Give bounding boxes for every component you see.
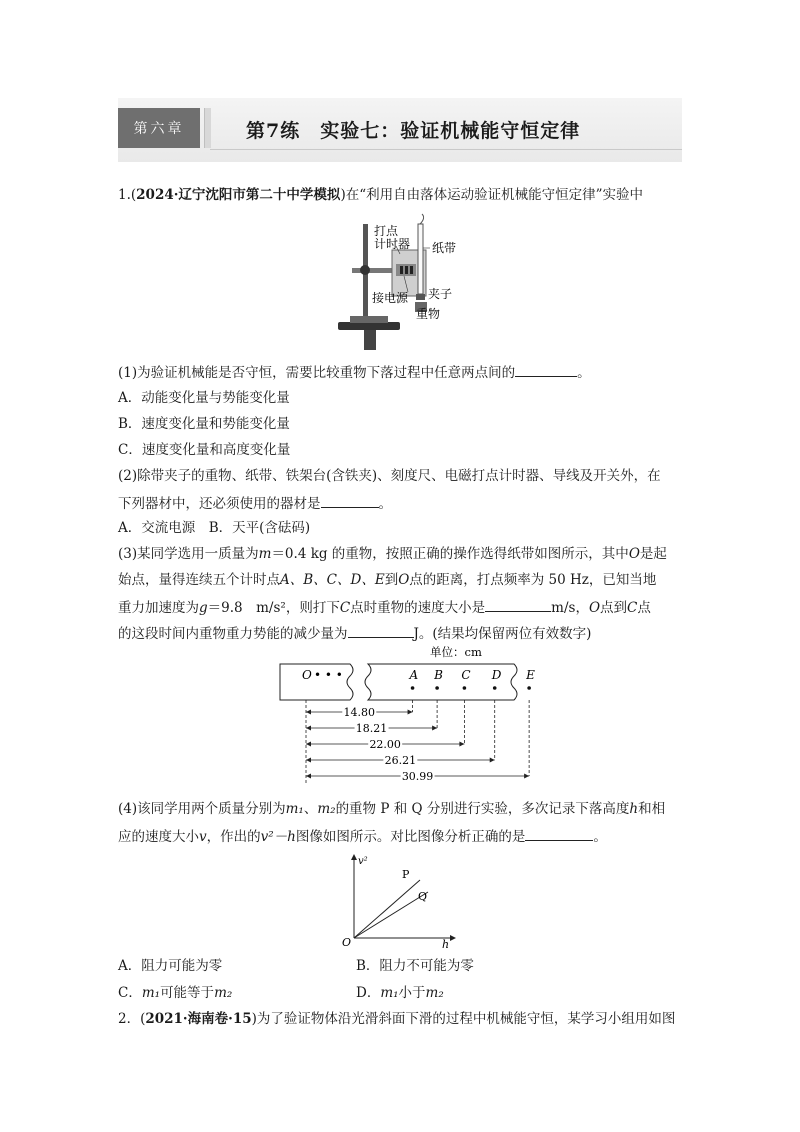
header-rule (210, 149, 682, 150)
dimension-arrowhead (306, 710, 311, 715)
q1-part4-option-c: C．m₁可能等于m₂ (118, 985, 233, 1001)
q1-intro: 1.(2024·辽宁沈阳市第二十中学模拟)在“利用自由落体运动验证机械能守恒定律”实验中 (118, 187, 644, 203)
q1-part2-line1: (2)除带夹子的重物、纸带、铁架台(含铁夹)、刻度尺、电磁打点计时器、导线及开关外，在 (118, 468, 661, 484)
q1-source: 2024·辽宁沈阳市第二十中学模拟 (136, 187, 341, 203)
answer-blank-2[interactable] (321, 493, 379, 508)
q1-part1-option-c: C．速度变化量和高度变化量 (118, 442, 291, 458)
tape-point-e (527, 686, 531, 690)
tape-label-b: B (434, 668, 443, 682)
tape-dots: • • • (314, 668, 343, 682)
dimension-value-c: 22.00 (369, 738, 401, 751)
dimension-arrowhead (306, 758, 311, 763)
q1-part4-option-b: B．阻力不可能为零 (356, 958, 474, 974)
dimension-arrowhead (306, 774, 311, 779)
graph-origin: O (342, 936, 352, 949)
tape-point-a (411, 686, 415, 690)
dimension-value-e: 30.99 (401, 770, 434, 783)
q1-part4-option-d: D．m₁小于m₂ (356, 985, 444, 1001)
q1-part3-line1: (3)某同学选用一质量为m＝0.4 kg 的重物，按照正确的操作选得纸带如图所示，其中O是起 (118, 546, 667, 562)
label-clip: 夹子 (428, 287, 453, 301)
dimension-arrowhead (459, 742, 464, 747)
chapter-divider (204, 108, 211, 148)
q1-part2-options: A．交流电源 B．天平(含砝码) (118, 520, 311, 536)
q1-part1-stem: (1)为验证机械能是否守恒，需要比较重物下落过程中任意两点间的 。 (118, 362, 591, 382)
tape-point-c (463, 686, 467, 690)
label-weight: 重物 (416, 307, 441, 321)
graph-x-label: h (442, 938, 450, 951)
q1-part1-option-a: A．动能变化量与势能变化量 (118, 390, 290, 406)
q1-part3-line3: 重力加速度为g＝9.8 m/s²，则打下C点时重物的速度大小是 m/s，O点到C点 (118, 597, 651, 617)
chapter-tag: 第六章 (118, 108, 200, 148)
label-timer-1: 打点 (374, 224, 399, 238)
label-timer-2: 计时器 (374, 237, 411, 251)
dimension-value-a: 14.80 (343, 706, 376, 719)
dimension-arrowhead (408, 710, 413, 715)
tape-label-d: D (491, 668, 502, 682)
tape-label-c: C (461, 668, 471, 682)
dimension-value-d: 26.21 (384, 754, 417, 767)
dimension-arrowhead (490, 758, 495, 763)
dimension-arrowhead (432, 726, 437, 731)
tape-label-e: E (526, 668, 535, 682)
paper-tape-figure (278, 644, 535, 786)
q1-part4-line1: (4)该同学用两个质量分别为m₁、m₂的重物 P 和 Q 分别进行实验，多次记录下落高度h和相 (118, 801, 666, 817)
dimension-arrowhead (306, 742, 311, 747)
answer-blank-5[interactable] (525, 826, 593, 841)
tape-point-b (435, 686, 439, 690)
tape-label-a: A (409, 668, 419, 682)
dimension-arrowhead (306, 726, 311, 731)
line-Q (354, 892, 428, 938)
v2-h-graph (340, 852, 460, 951)
apparatus-figure (330, 218, 490, 352)
q1-part1-option-b: B．速度变化量和势能变化量 (118, 416, 290, 432)
dimension-arrowhead (524, 774, 529, 779)
label-tape: 纸带 (432, 241, 457, 255)
tape-unit: 单位：cm (430, 645, 482, 659)
chapter-header (118, 98, 682, 162)
q2-intro: 2．(2021·海南卷·15)为了验证物体沿光滑斜面下滑的过程中机械能守恒，某学习小组用如图 (118, 1011, 676, 1027)
line-P (354, 880, 420, 938)
answer-blank-1[interactable] (515, 362, 577, 377)
exercise-title: 第7练 实验七：验证机械能守恒定律 (246, 120, 581, 142)
q1-part3-line4: 的这段时间内重物重力势能的减少量为 J。(结果均保留两位有效数字) (118, 623, 591, 643)
graph-y-label: v² (358, 856, 368, 867)
q1-part2-line2: 下列器材中，还必须使用的器材是 。 (118, 493, 392, 513)
q1-part3-line2: 始点，量得连续五个计时点A、B、C、D、E到O点的距离，打点频率为 50 Hz，已知当地 (118, 572, 657, 588)
q2-source: 2021·海南卷·15 (145, 1011, 252, 1027)
answer-blank-3[interactable] (485, 597, 551, 612)
q1-part4-line2: 应的速度大小v，作出的v²－h图像如图所示。对比图像分析正确的是 。 (118, 826, 607, 846)
tape-point-d (493, 686, 497, 690)
label-power: 接电源 (372, 291, 409, 305)
graph-label-Q: Q (418, 890, 428, 903)
graph-label-P: P (402, 868, 410, 881)
answer-blank-4[interactable] (348, 623, 414, 638)
dimension-value-b: 18.21 (355, 722, 388, 735)
tape-origin-label: O (302, 668, 312, 682)
q1-part4-option-a: A．阻力可能为零 (118, 958, 223, 974)
